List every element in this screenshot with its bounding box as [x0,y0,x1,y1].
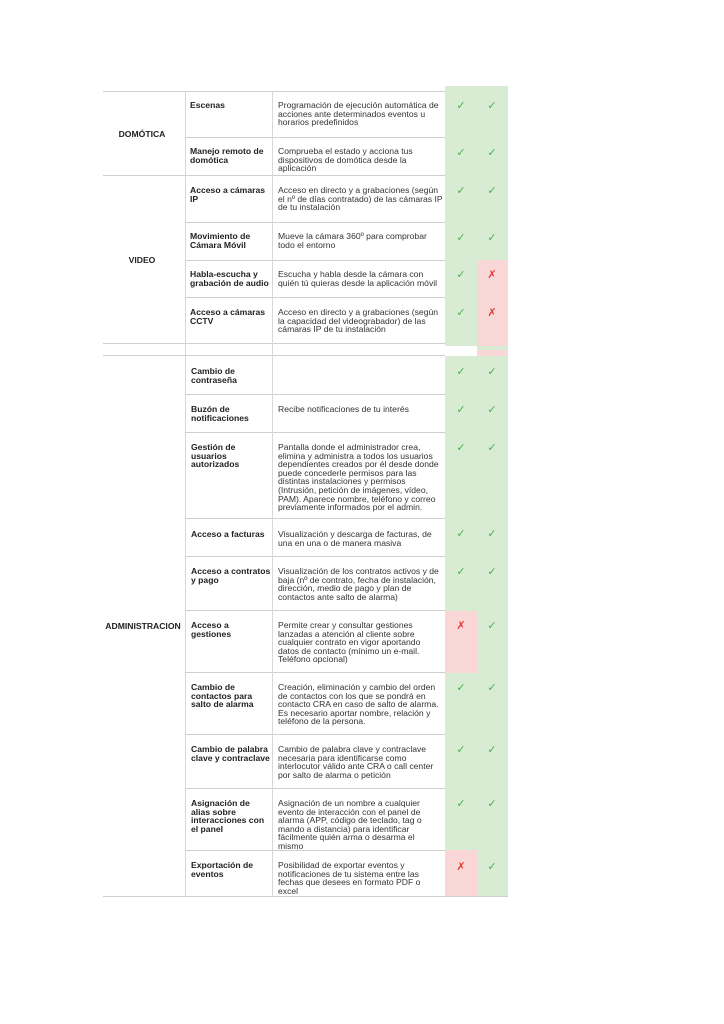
col2-cross-icon: ✗ [487,307,497,319]
col2-check-icon: ✓ [487,566,497,578]
table-line [186,610,445,611]
table-line [186,137,445,138]
col1-check-icon: ✓ [456,442,466,454]
feature-label: Exportación de eventos [191,860,254,879]
feature-label: Cambio de contactos para salto de alarma [191,682,254,710]
col2-check-icon: ✓ [487,232,497,244]
feature-description: Permite crear y consultar gestiones lanzadas a atención al cliente sobre cualquier contrato en vigor aportando datos de contacto (mínimo un e-mail. Teléfono opcional) [278,620,421,665]
feature-description: Cambio de palabra clave y contraclave necesaria para identificarse como interlocutor válido ante CRA o call center por salto de alarma o petición [278,744,434,780]
category-administracion: ADMINISTRACION [105,621,181,631]
feature-label: Acceso a cámaras CCTV [190,307,266,326]
feature-description: Creación, eliminación y cambio del orden de contactos con los que se pondrá en contacto CRA en caso de salto de alarma. Es necesario aportar nombre, relación y teléfono de la persona. [278,682,439,727]
col2-check-icon: ✓ [487,100,497,112]
table-line [103,343,445,344]
col1-check-icon: ✓ [456,404,466,416]
feature-description: Mueve la cámara 360º para comprobar todo el entorno [278,231,427,250]
feature-label: Acceso a contratos y pago [191,566,271,585]
col1-check-icon: ✓ [456,682,466,694]
feature-description: Visualización y descarga de facturas, de una en una o de manera masiva [278,529,432,548]
col1-check-icon: ✓ [456,269,466,281]
col2-check-icon: ✓ [487,528,497,540]
col1-check-icon: ✓ [456,744,466,756]
feature-description: Recibe notificaciones de tu interés [278,404,409,414]
table-line [186,432,445,433]
col2-cross-icon: ✗ [487,269,497,281]
col2-check-icon: ✓ [487,682,497,694]
feature-label: Acceso a cámaras IP [190,185,266,204]
table-line [103,896,508,897]
table-line [103,175,445,176]
col2-check-icon: ✓ [487,798,497,810]
feature-label: Asignación de alias sobre interacciones con el panel [191,798,265,834]
feature-label: Acceso a gestiones [191,620,232,639]
feature-label: Acceso a facturas [191,529,265,539]
col2-check-icon: ✓ [487,620,497,632]
table-line [186,394,445,395]
col2-check-icon: ✓ [487,442,497,454]
feature-label: Manejo remoto de domótica [190,146,264,165]
table-line [186,518,445,519]
feature-description: Acceso en directo y a grabaciones (según la capacidad del videograbador) de las cámaras IP de tu instalación [278,307,439,335]
col1-cross-icon: ✗ [456,620,466,632]
category-video: VIDEO [128,255,156,265]
col1-check-icon: ✓ [456,366,466,378]
col1-check-icon: ✓ [456,798,466,810]
table-line [186,556,445,557]
col1-check-icon: ✓ [456,528,466,540]
col1-check-icon: ✓ [456,185,466,197]
feature-description: Posibilidad de exportar eventos y notificaciones de tu sistema entre las fechas que desees en formato PDF o excel [278,860,421,896]
col1-cross-icon: ✗ [456,861,466,873]
category-domotica: DOMÓTICA [118,129,166,139]
col2-check-icon: ✓ [487,744,497,756]
feature-label: Escenas [190,100,225,110]
col1-check-icon: ✓ [456,147,466,159]
col2-check-icon: ✓ [487,147,497,159]
col1-check-icon: ✓ [456,100,466,112]
table-line [186,734,445,735]
feature-description: Programación de ejecución automática de acciones ante determinados eventos u horarios predefinidos [278,100,439,128]
col1-background-red-2 [445,850,477,896]
col1-background-admin-2 [445,673,477,850]
feature-label: Buzón de notificaciones [191,404,249,423]
table-line [186,788,445,789]
feature-label: Gestión de usuarios autorizados [191,442,240,470]
table-line [103,355,445,356]
col1-check-icon: ✓ [456,566,466,578]
table-line [186,260,445,261]
col1-check-icon: ✓ [456,307,466,319]
col2-check-icon: ✓ [487,404,497,416]
table-line [103,91,445,92]
feature-label: Movimiento de Cámara Móvil [190,231,251,250]
feature-description: Asignación de un nombre a cualquier evento de interacción con el panel de alarma (APP, código de teclado, tag o mando a distancia) para identificar fácilmente quién arma o desarma el mismo [278,798,422,851]
feature-description: Acceso en directo y a grabaciones (según el nº de días contratado) de las cámaras IP de tu instalación [278,185,443,213]
feature-description: Visualización de los contratos activos y de baja (nº de contrato, fecha de instalación, dirección, medio de pago y plan de contactos ante salto de alarma) [278,566,439,602]
col2-check-icon: ✓ [487,861,497,873]
table-line [186,672,445,673]
col1-check-icon: ✓ [456,232,466,244]
col2-check-icon: ✓ [487,185,497,197]
feature-label: Habla-escucha y grabación de audio [190,269,269,288]
feature-label: Cambio de palabra clave y contraclave [191,744,270,763]
table-line [186,297,445,298]
col2-check-icon: ✓ [487,366,497,378]
feature-description: Comprueba el estado y acciona tus dispositivos de domótica desde la aplicación [278,146,413,174]
feature-description: Pantalla donde el administrador crea, elimina y administra a todos los usuarios dependientes creados por él desde donde puede concederle permisos para las distintas instalaciones y permisos (Intrusión, petición de imágenes, vídeo, PAM). Aparece nombre, teléfono y correo previamente informados por el admin. [278,442,439,513]
table-line [186,222,445,223]
table-line [185,91,186,896]
table-line [272,91,273,896]
feature-label: Cambio de contraseña [191,366,237,385]
feature-description: Escucha y habla desde la cámara con quién tú quieras desde la aplicación móvil [278,269,438,288]
